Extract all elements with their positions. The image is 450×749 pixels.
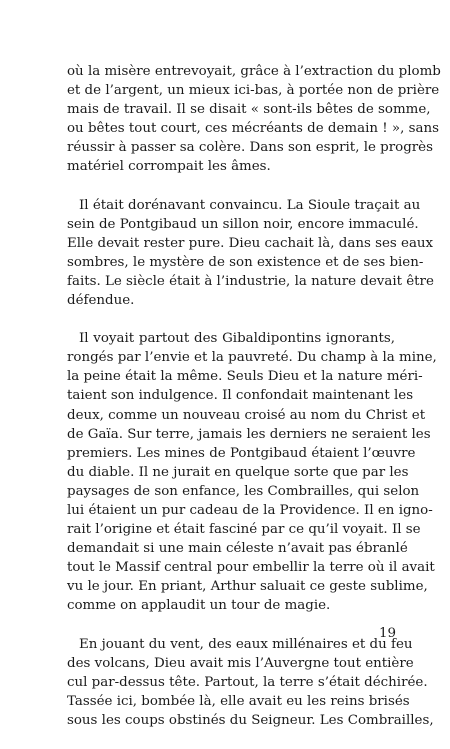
text-line: deux, comme un nouveau croisé au nom du Christ et xyxy=(67,407,426,423)
text-line: mais de travail. Il se disait « sont-ils bêtes de somme, xyxy=(67,102,431,118)
text-line: lui étaient un pur cadeau de la Providence. Il en igno- xyxy=(67,502,433,518)
text-line: vu le jour. En priant, Arthur saluait ce geste sublime, xyxy=(67,579,428,595)
text-line: Tassée ici, bombée là, elle avait eu les reins brisés xyxy=(67,693,410,709)
paragraph xyxy=(67,196,434,311)
text-line: défendue. xyxy=(67,293,135,309)
text-line: et de l’argent, un mieux ici-bas, à portée non de prière xyxy=(67,83,440,99)
text-line: faits. Le siècle était à l’industrie, la nature devait être xyxy=(67,273,434,289)
text-line: sein de Pontgibaud un sillon noir, encore immaculé. xyxy=(67,216,419,232)
page-number: 19 xyxy=(378,626,396,641)
text-line: demandait si une main céleste n’avait pas ébranlé xyxy=(67,541,408,557)
text-line: Elle devait rester pure. Dieu cachait là, dans ses eaux xyxy=(67,235,434,251)
paragraph xyxy=(67,62,441,177)
text-line: la peine était la même. Seuls Dieu et la nature méri- xyxy=(67,369,423,385)
text-line: des volcans, Dieu avait mis l’Auvergne tout entière xyxy=(67,655,414,671)
text-line: de Gaïa. Sur terre, jamais les derniers ne seraient les xyxy=(67,426,431,442)
paragraph xyxy=(67,329,437,615)
text-line: Il était dorénavant convaincu. La Sioule traçait au xyxy=(79,197,421,213)
text-line: sombres, le mystère de son existence et de ses bien- xyxy=(67,254,424,270)
text-line: taient son indulgence. Il confondait maintenant les xyxy=(67,388,414,404)
text-line: comme on applaudit un tour de magie. xyxy=(67,598,331,614)
text-line: cul par-dessus tête. Partout, la terre s’était déchirée. xyxy=(67,674,428,690)
text-line: rongés par l’envie et la pauvreté. Du champ à la mine, xyxy=(67,350,437,366)
text-line: ou bêtes tout court, ces mécréants de demain ! », sans xyxy=(67,121,439,137)
page-body-text xyxy=(67,62,441,749)
text-line: du diable. Il ne jurait en quelque sorte que par les xyxy=(67,464,409,480)
text-line: En jouant du vent, des eaux millénaires et du feu xyxy=(79,636,413,652)
paragraph xyxy=(67,635,434,730)
text-line: où la misère entrevoyait, grâce à l’extraction du plomb xyxy=(67,64,441,79)
text-line: premiers. Les mines de Pontgibaud étaient l’œuvre xyxy=(67,445,416,461)
text-line: sous les coups obstinés du Seigneur. Les Combrailles, xyxy=(67,712,434,728)
text-line: réussir à passer sa colère. Dans son esprit, le progrès xyxy=(67,140,433,156)
text-line: tout le Massif central pour embellir la terre où il avait xyxy=(67,560,435,576)
text-line: matériel corrompait les âmes. xyxy=(67,159,271,175)
text-line: paysages de son enfance, les Combrailles, qui selon xyxy=(67,483,420,499)
text-line: Il voyait partout des Gibaldipontins ignorants, xyxy=(79,331,395,347)
text-line: rait l’origine et était fasciné par ce qu’il voyait. Il se xyxy=(67,522,421,538)
